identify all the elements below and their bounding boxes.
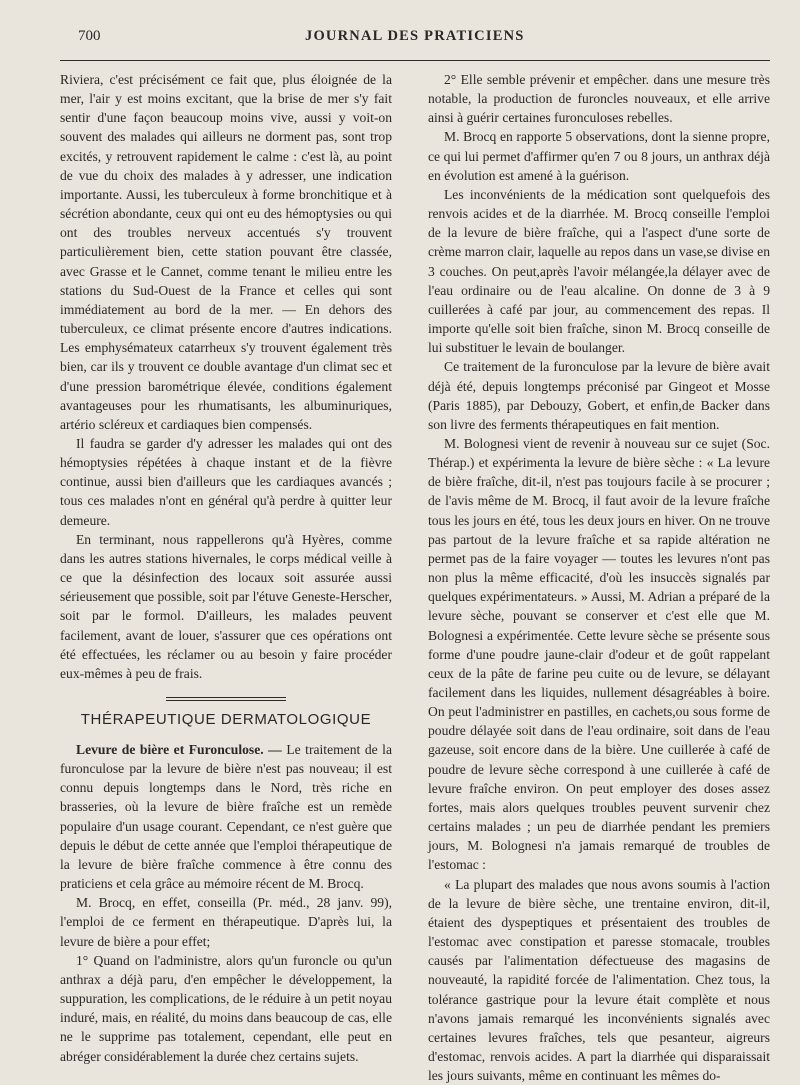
- separator-line-top: [166, 697, 286, 698]
- right-column: [428, 70, 770, 1085]
- right-paragraph-6: « La plupart des malades que nous avons soumis à l'action de la levure de bière sèche, une trentaine environ, dit-il, étaient des dyspeptiques et présentaient des troubles de l'estomac avec constipation et paresse stomacale, troubles causés par l'alimentation défectueuse des magasins de nouveauté, la rapidité forcée de l'alimentation. Chez tous, la tolérance gastrique pour la levure était complète et nous n'avons jamais remarqué les inconvénients signalés avec certaines levures fraîches, tels que pesanteur, aigreurs d'estomac, renvois acides. A part la diarrhée qui disparaissait les jours suivants, même en continuant les mêmes do-: [428, 876, 770, 1084]
- left-paragraph-5: M. Brocq, en effet, conseilla (Pr. méd., 28 janv. 99), l'emploi de ce ferment en thérapeutique. D'après lui, la levure de bière a pour effet;: [60, 895, 392, 949]
- left-paragraph-6: 1° Quand on l'administre, alors qu'un furoncle ou qu'un anthrax a déjà paru, d'en empêcher le développement, la suppuration, les complications, de le réduire à un petit noyau induré, mais, en réalité, du moins dans beaucoup de cas, elle ne le supprime pas totalement, cependant, elle peut en abréger considérablement la durée chez certains sujets.: [60, 952, 392, 1064]
- left-column: [60, 70, 392, 1066]
- right-paragraph-2: M. Brocq en rapporte 5 observations, dont la sienne propre, ce qui lui permet d'affirmer qu'en 7 ou 8 jours, un anthrax déjà en évolution est amené à la guérison.: [428, 129, 770, 183]
- header-rule: [60, 60, 770, 61]
- journal-title: JOURNAL DES PRATICIENS: [305, 28, 525, 44]
- article-intro-text: Le traitement de la furonculose par la levure de bière n'est pas nouveau; il est connu depuis longtemps dans le Nord, très riche en brasseries, où la levure de bière fraîche est un remède populaire d'un usage courant. Cependant, ce n'est guère que depuis le début de cette année que l'emploi thérapeutique de la levure de bière fraîche commence à être connu des praticiens et cela grâce au mémoire récent de M. Brocq.: [60, 742, 392, 892]
- section-title: THÉRAPEUTIQUE DERMATOLOGIQUE: [80, 711, 372, 728]
- right-paragraph-4: Ce traitement de la furonculose par la levure de bière avait déjà été, depuis longtemps préconisé par Gingeot et Mosse (Paris 1885), par Debouzy, Gobert, et enfin,de Backer dans son livre des ferments thérapeutiques en fait mention.: [428, 359, 770, 432]
- article-intro-paragraph: [60, 740, 392, 893]
- page-number: 700: [78, 28, 101, 44]
- left-paragraph-3: En terminant, nous rappellerons qu'à Hyères, comme dans les autres stations hivernales, le corps médical veille à ce que la désinfection des locaux soit assurée aussi sérieusement que possible, soit par l'étuve Geneste-Herscher, soit par le formol. D'ailleurs, les malades peuvent facilement, avant de louer, s'assurer que ces opérations ont été effectuées, les réclamer ou au besoin y faire procéder eux-mêmes à peu de frais.: [60, 531, 392, 681]
- left-paragraph-1: Riviera, c'est précisément ce fait que, plus éloignée de la mer, l'air y est moins excitant, que la brise de mer s'y fait sentir d'une façon beaucoup moins vive, aussi y voit-on souvent des malades qui ailleurs ne dorment pas, sont trop excités, y retrouvent rapidement le calme : c'est là, au point de vue du choix des malades à y adresser, une indication importante. Aussi, les tuberculeux à forme bronchitique et à sécrétion abondante, ceux qui ont eu des hémoptysies ou qui ont des troubles nerveux accentués s'y trouvent particulièrement bien, cette station pouvant être classée, avec Grasse et le Cannet, comme tenant le milieu entre les stations du Sud-Ouest de la France et celles qui sont immédiatement au bord de la mer. — En dehors des tuberculeux, ce climat présente encore d'autres indications. Les emphysémateux catarrheux s'y trouvent également très bien, car ils y trouvent ce double avantage d'un climat sec et d'une pression barométrique élevée, conditions également avantageuses pour les rhumatisants, les albuminuriques, artério scléreux et cardiaques bien compensés.: [60, 72, 392, 432]
- right-paragraph-3: Les inconvénients de la médication sont quelquefois des renvois acides et de la diarrhée. M. Brocq conseille l'emploi de la levure de bière fraîche, qui a l'aspect d'une sorte de crème marron clair, laquelle au repos dans un vase,se divise en 3 couches. On peut,après l'avoir mélangée,la délayer avec de l'eau ordinaire ou de l'eau alcaline. On donne de 3 à 9 cuillerées à café par jour, au commencement des repas. Il importe qu'elle soit bien fraîche, sinon M. Brocq conseille de lui substituer le levain de boulanger.: [428, 186, 770, 356]
- left-paragraph-2: Il faudra se garder d'y adresser les malades qui ont des hémoptysies répétées à chaque instant et de la fièvre continue, aussi bien d'ailleurs que les cardiaques avancés ; tous ces malades n'ont en général qu'à perdre à quitter leur demeure.: [60, 435, 392, 528]
- right-paragraph-1: 2° Elle semble prévenir et empêcher. dans une mesure très notable, la production de furoncles nouveaux, et elle arrive ainsi à guérir certaines furonculoses rebelles.: [428, 72, 770, 126]
- separator-line-bottom: [166, 700, 286, 701]
- section-separator: [60, 697, 392, 701]
- page-header: [0, 28, 800, 50]
- right-paragraph-5: M. Bolognesi vient de revenir à nouveau sur ce sujet (Soc. Thérap.) et expérimenta la levure de bière sèche : « La levure de bière fraîche, dit-il, n'est pas toujours facile à se procurer ; de l'avis même de M. Brocq, il faut avoir de la levure fraîche tous les jours en été, tous les deux jours en hiver. On ne trouve pas partout de la levure fraîche et sa rapide altération ne permet pas de la faire voyager — toutes les levures n'ont pas non plus la même efficacité, d'où les insuccès signalés par quelques expérimentateurs. » Aussi, M. Adrian a préparé de la levure sèche, pouvant se conserver et c'est elle que M. Bolognesi a expérimentée. Cette levure sèche se présente sous forme d'une poudre jaune-clair d'odeur et de goût rappelant ceux de la pâte de farine peu cuite ou de levure, se délayant facilement dans les liquides, nullement désagréables à boire. On peut l'administrer en pastilles, en cachets,ou sous forme de poudre délayée soit dans de l'eau ordinaire, soit dans de l'eau gazeuse, soit encore dans de la bière. Une cuillerée à café de poudre de levure sèche correspond à une cuillerée à café de levure fraîche environ. On peut employer des doses assez fortes, mais alors quelques troubles peuvent survenir chez certains malades ; un peu de diarrhée pendant les premiers jours, M. Bolognesi n'a jamais remarqué de troubles de l'estomac :: [428, 435, 770, 873]
- article-heading: Levure de bière et Furonculose. —: [76, 742, 282, 757]
